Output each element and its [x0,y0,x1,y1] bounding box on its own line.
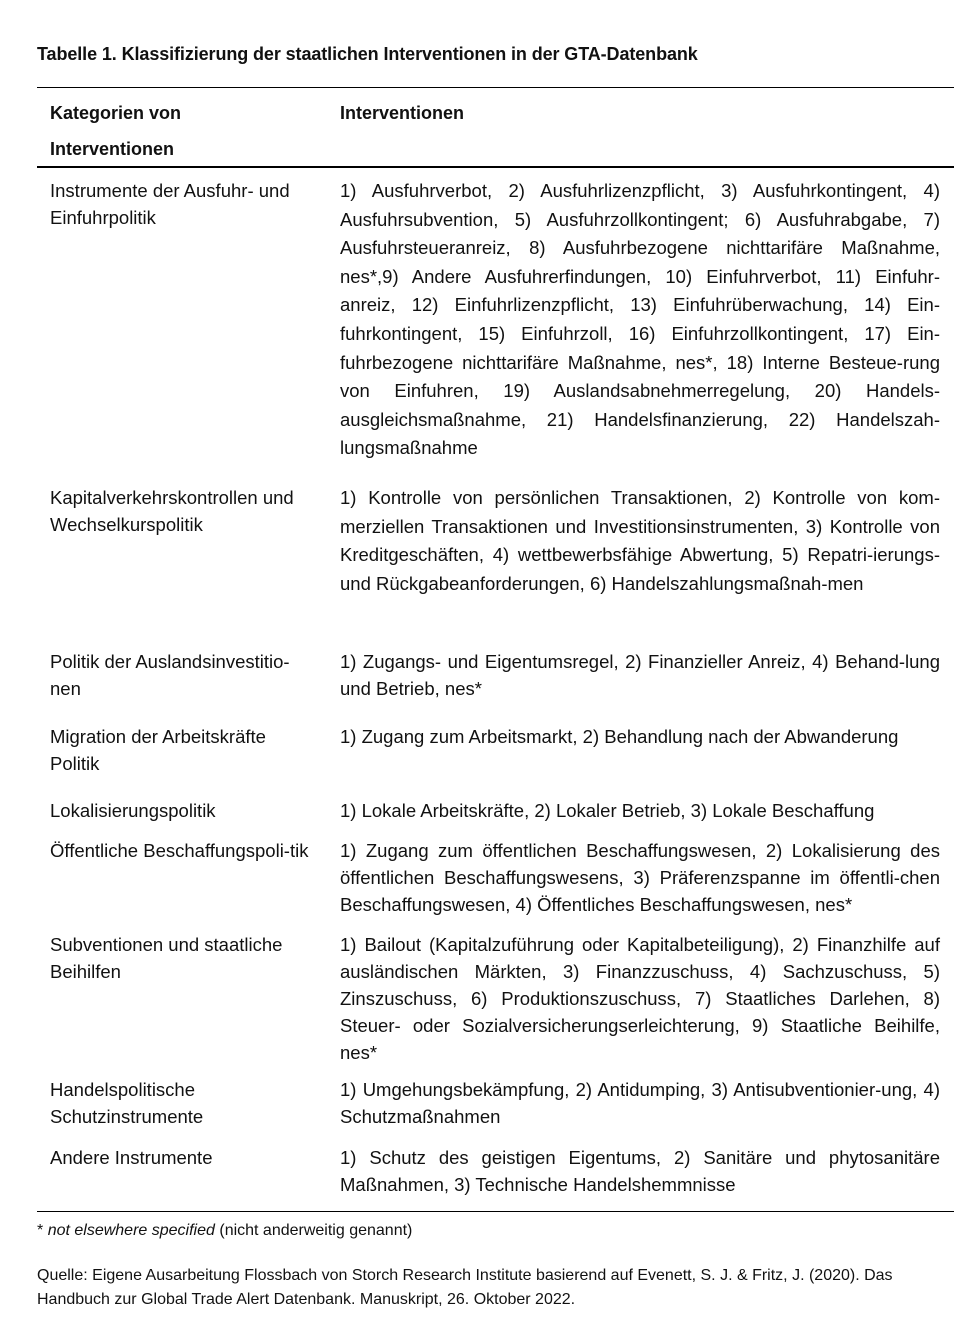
row-5-category: Lokalisierungspolitik [50,800,216,821]
table-bottom-rule [37,1211,954,1212]
footnote-translation: (nicht anderweitig genannt) [219,1222,413,1239]
footnote [37,1220,412,1242]
row-4-category: Migration der Arbeitskräfte Politik [50,726,266,774]
row-3-category: Politik der Auslandsinvestitio-nen [50,651,290,699]
footnote-term: not elsewhere specified [47,1222,215,1239]
row-6-interventions: 1) Zugang zum öffentlichen Beschaffungswesen, 2) Lokalisierung des öffentlichen Beschaffungswesens, 3) Präferenzspanne im öffentli-chen Beschaffungswesen, 4) Öffentliches Beschaffungswesen, nes* [340,840,940,915]
row-7-category: Subventionen und staatliche Beihilfen [50,934,283,982]
header-interventions: Interventionen [340,103,465,123]
row-6-category: Öffentliche Beschaffungspoli-tik [50,840,309,861]
row-8-interventions: 1) Umgehungsbekämpfung, 2) Antidumping, 3) Antisubventionier-ung, 4) Schutzmaßnahmen [340,1079,940,1127]
row-1-category: Instrumente der Ausfuhr- und Einfuhrpolitik [50,180,290,228]
row-1-interventions: 1) Ausfuhrverbot, 2) Ausfuhrlizenzpflicht, 3) Ausfuhrkontingent, 4) Ausfuhrsubvention, 5) Ausfuhrzollkontingent; 6) Ausfuhrabgabe, 7) Ausfuhrsteueranreiz, 8) Ausfuhrbezogene nichttarifäre Maßnahme, nes*,9) Andere Ausfuhrerfindungen, 10) Einfuhrverbot, 11) Einfuhr-anreiz, 12) Einfuhrlizenzpflicht, 13) Einfuhrüberwachung, 14) Ein-fuhrkontingent, 15) Einfuhrzoll, 16) Einfuhrzollkontingent, 17) Ein-fuhrbezogene nichttarifäre Maßnahme, nes*, 18) Interne Besteue-rung von Einfuhren, 19) Auslandsabnehmerregelung, 20) Handels-ausgleichsmaßnahme, 21) Handelsfinanzierung, 22) Handelszah-lungsmaßnahme [340,180,940,459]
header-categories: Kategorien von Interventionen [50,103,182,159]
table-title: Tabelle 1. Klassifizierung der staatlichen Interventionen in der GTA-Datenbank [37,44,698,64]
row-7-interventions: 1) Bailout (Kapitalzuführung oder Kapitalbeteiligung), 2) Finanzhilfe auf ausländischen Märkten, 3) Finanzzuschuss, 4) Sachzuschuss, 5) Zinszuschuss, 6) Produktionszuschuss, 7) Staatliches Darlehen, 8) Steuer- oder Sozialversicherungserleichterung, 9) Staatliche Beihilfe, nes* [340,934,940,1063]
row-5-interventions: 1) Lokale Arbeitskräfte, 2) Lokaler Betrieb, 3) Lokale Beschaffung [340,800,875,821]
row-3-interventions: 1) Zugangs- und Eigentumsregel, 2) Finanzieller Anreiz, 4) Behand-lung und Betrieb, nes* [340,651,940,699]
table-header-rule [37,166,954,168]
source-note: Quelle: Eigene Ausarbeitung Flossbach von Storch Research Institute basierend auf Evenett, S. J. & Fritz, J. (2020). Das Handbuch zur Global Trade Alert Datenbank. Manuskript, 26. Oktober 2022. [37,1267,893,1308]
row-2-category: Kapitalverkehrskontrollen und Wechselkurspolitik [50,487,294,535]
row-2-interventions: 1) Kontrolle von persönlichen Transaktionen, 2) Kontrolle von kom-merziellen Transaktionen und Investitionsinstrumenten, 3) Kontrolle von Kreditgeschäften, 4) wettbewerbsfähige Abwertung, 5) Repatri-ierungs- und Rückgabeanforderungen, 6) Handelszahlungsmaßnah-men [340,487,940,594]
row-9-category: Andere Instrumente [50,1147,213,1168]
footnote-marker: * [37,1222,44,1239]
row-8-category: Handelspolitische Schutzinstrumente [50,1079,204,1127]
row-9-interventions: 1) Schutz des geistigen Eigentums, 2) Sanitäre und phytosanitäre Maßnahmen, 3) Technische Handelshemmnisse [340,1147,940,1195]
table-top-rule [37,87,954,88]
row-4-interventions: 1) Zugang zum Arbeitsmarkt, 2) Behandlung nach der Abwanderung [340,726,899,747]
